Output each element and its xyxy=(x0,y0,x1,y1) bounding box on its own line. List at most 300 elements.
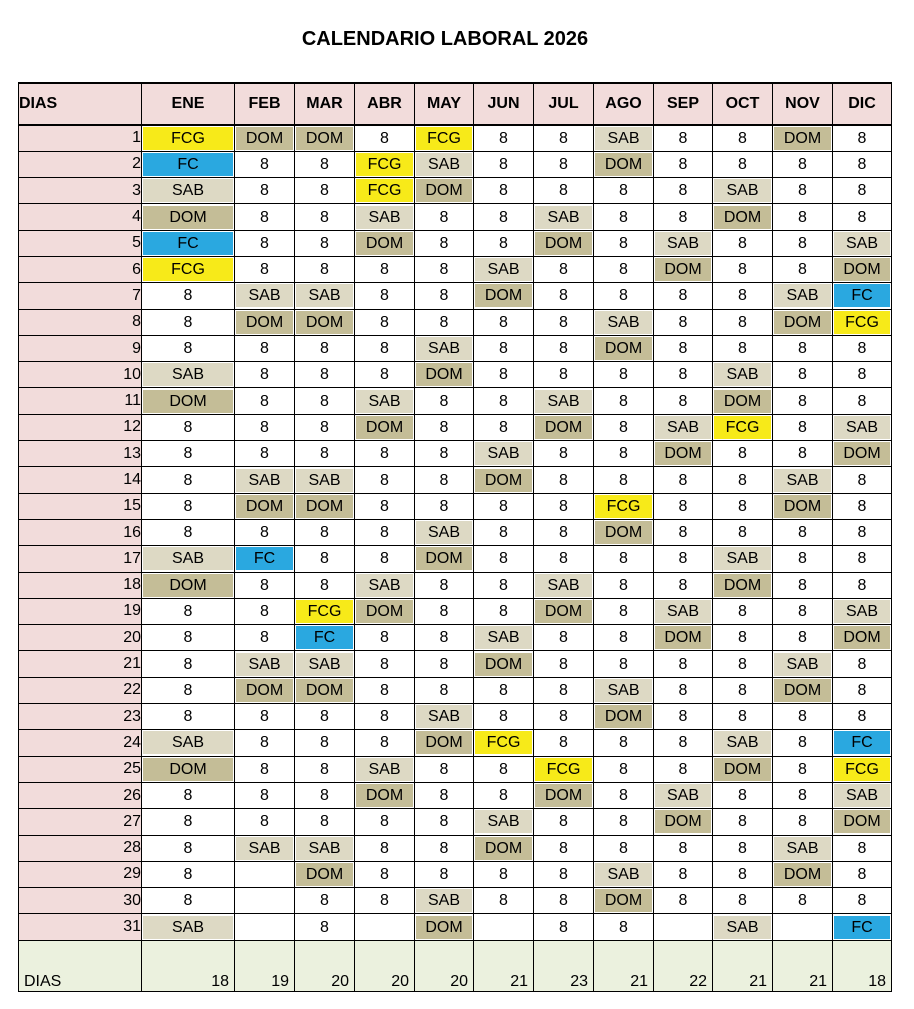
calendar-cell xyxy=(355,677,415,703)
calendar-cell xyxy=(654,388,713,414)
calendar-cell xyxy=(415,572,474,598)
cell-value: 8 xyxy=(678,655,688,673)
table-row xyxy=(19,441,892,467)
table-row xyxy=(19,625,892,651)
calendar-cell xyxy=(713,809,773,835)
table-row xyxy=(19,782,892,808)
calendar-cell xyxy=(654,414,713,440)
day-number: 25 xyxy=(19,756,142,782)
calendar-cell xyxy=(142,256,235,282)
calendar-cell xyxy=(654,598,713,624)
cell-value: 8 xyxy=(619,445,628,463)
day-number: 7 xyxy=(19,283,142,309)
cell-value: 8 xyxy=(260,629,269,647)
calendar-cell xyxy=(773,441,833,467)
calendar-cell xyxy=(355,914,415,940)
table-row xyxy=(19,730,892,756)
calendar-cell xyxy=(415,809,474,835)
calendar-cell xyxy=(474,546,534,572)
cell-value: 8 xyxy=(678,208,688,226)
cell-value: 8 xyxy=(738,261,747,279)
cell-value: 8 xyxy=(619,760,628,778)
calendar-cell xyxy=(654,125,713,151)
calendar-cell xyxy=(474,178,534,204)
cell-value: 8 xyxy=(678,340,688,358)
calendar-cell xyxy=(713,362,773,388)
calendar-cell xyxy=(474,835,534,861)
calendar-cell xyxy=(713,598,773,624)
cell-value: 8 xyxy=(559,550,568,568)
calendar-cell xyxy=(833,283,892,309)
cell-value: 8 xyxy=(738,524,747,542)
calendar-cell xyxy=(534,230,594,256)
cell-value: FC xyxy=(834,284,890,307)
calendar-cell xyxy=(295,309,355,335)
calendar-cell xyxy=(295,756,355,782)
cell-value: 8 xyxy=(738,445,747,463)
calendar-cell xyxy=(355,256,415,282)
cell-value: SAB xyxy=(655,784,711,807)
calendar-cell xyxy=(474,441,534,467)
cell-value: SAB xyxy=(143,363,233,386)
cell-value: 8 xyxy=(798,340,807,358)
cell-value: FCG xyxy=(475,731,532,754)
calendar-cell xyxy=(235,835,295,861)
cell-value: 8 xyxy=(380,813,389,831)
calendar-cell xyxy=(773,309,833,335)
calendar-cell xyxy=(773,335,833,361)
cell-value: 8 xyxy=(559,734,568,752)
cell-value: 8 xyxy=(738,787,747,805)
cell-value: 8 xyxy=(559,524,568,542)
calendar-cell xyxy=(415,362,474,388)
calendar-cell xyxy=(713,414,773,440)
cell-value: 8 xyxy=(260,366,269,384)
calendar-cell xyxy=(295,704,355,730)
month-total: 21 xyxy=(594,940,654,991)
calendar-cell xyxy=(295,256,355,282)
table-row xyxy=(19,414,892,440)
calendar-cell xyxy=(833,782,892,808)
cell-value: 8 xyxy=(857,892,867,910)
cell-value: DOM xyxy=(296,311,353,334)
calendar-cell xyxy=(594,861,654,887)
cell-value: SAB xyxy=(296,284,353,307)
cell-value: 8 xyxy=(439,234,449,252)
calendar-cell xyxy=(594,651,654,677)
cell-value: DOM xyxy=(535,784,592,807)
cell-value: 8 xyxy=(678,865,688,883)
calendar-cell xyxy=(534,704,594,730)
calendar-cell xyxy=(594,704,654,730)
cell-value: DOM xyxy=(774,679,831,702)
cell-value: 8 xyxy=(738,892,747,910)
month-total: 22 xyxy=(654,940,713,991)
cell-value: 8 xyxy=(499,182,508,200)
calendar-cell xyxy=(142,519,235,545)
calendar-cell xyxy=(773,151,833,177)
table-row xyxy=(19,256,892,282)
calendar-cell xyxy=(142,809,235,835)
cell-value: 8 xyxy=(559,340,568,358)
cell-value: DOM xyxy=(416,547,472,570)
cell-value: SAB xyxy=(416,337,472,360)
cell-value: 8 xyxy=(798,182,807,200)
cell-value: SAB xyxy=(236,469,293,492)
calendar-cell xyxy=(355,204,415,230)
cell-value: 8 xyxy=(260,524,269,542)
calendar-cell xyxy=(235,309,295,335)
cell-value: SAB xyxy=(655,600,711,623)
calendar-cell xyxy=(474,151,534,177)
calendar-cell xyxy=(415,835,474,861)
cell-value: 8 xyxy=(857,366,867,384)
calendar-cell xyxy=(235,204,295,230)
day-number: 9 xyxy=(19,335,142,361)
calendar-cell xyxy=(654,677,713,703)
calendar-cell xyxy=(142,546,235,572)
cell-value: DOM xyxy=(236,127,293,150)
table-row xyxy=(19,493,892,519)
calendar-cell xyxy=(833,309,892,335)
calendar-cell xyxy=(833,677,892,703)
cell-value: 8 xyxy=(678,497,688,515)
calendar-cell xyxy=(773,283,833,309)
calendar-cell xyxy=(295,230,355,256)
cell-value: 8 xyxy=(857,340,867,358)
calendar-cell xyxy=(654,493,713,519)
calendar-cell xyxy=(833,809,892,835)
table-footer xyxy=(19,940,892,991)
cell-value: SAB xyxy=(356,574,413,597)
calendar-cell xyxy=(415,704,474,730)
calendar-cell xyxy=(415,914,474,940)
cell-value: DOM xyxy=(475,469,532,492)
cell-value: DOM xyxy=(535,600,592,623)
calendar-cell xyxy=(415,625,474,651)
table-row xyxy=(19,204,892,230)
cell-value: SAB xyxy=(834,416,890,439)
table-row xyxy=(19,151,892,177)
calendar-cell xyxy=(654,178,713,204)
calendar-cell xyxy=(415,441,474,467)
cell-value: FC xyxy=(143,232,233,255)
cell-value: 8 xyxy=(183,629,193,647)
cell-value: DOM xyxy=(296,127,353,150)
calendar-cell xyxy=(474,467,534,493)
cell-value: 8 xyxy=(678,839,688,857)
table-row xyxy=(19,283,892,309)
calendar-cell xyxy=(833,467,892,493)
cell-value: 8 xyxy=(619,918,628,936)
cell-value: 8 xyxy=(738,340,747,358)
cell-value: 8 xyxy=(798,234,807,252)
day-number: 1 xyxy=(19,125,142,151)
cell-value: 8 xyxy=(678,155,688,173)
cell-value: 8 xyxy=(559,655,568,673)
table-row xyxy=(19,178,892,204)
cell-value: 8 xyxy=(678,708,688,726)
month-header: OCT xyxy=(713,83,773,125)
calendar-cell xyxy=(654,888,713,914)
cell-value: DOM xyxy=(475,653,532,676)
calendar-cell xyxy=(142,835,235,861)
calendar-cell xyxy=(415,151,474,177)
cell-value: 8 xyxy=(439,813,449,831)
cell-value: DOM xyxy=(296,863,353,886)
cell-value: DOM xyxy=(655,626,711,649)
calendar-cell xyxy=(654,467,713,493)
cell-value: 8 xyxy=(738,813,747,831)
calendar-cell xyxy=(534,625,594,651)
calendar-cell xyxy=(594,914,654,940)
calendar-cell xyxy=(474,335,534,361)
cell-value: SAB xyxy=(595,679,652,702)
calendar-cell xyxy=(654,625,713,651)
calendar-cell xyxy=(235,125,295,151)
cell-value: 8 xyxy=(439,471,449,489)
calendar-cell xyxy=(235,388,295,414)
cell-value: 8 xyxy=(380,629,389,647)
calendar-cell xyxy=(534,151,594,177)
cell-value: 8 xyxy=(183,865,193,883)
calendar-cell xyxy=(295,362,355,388)
calendar-cell xyxy=(713,178,773,204)
cell-value: 8 xyxy=(738,287,747,305)
cell-value: DOM xyxy=(834,810,890,833)
cell-value: 8 xyxy=(260,708,269,726)
cell-value: 8 xyxy=(798,445,807,463)
cell-value: 8 xyxy=(183,497,193,515)
cell-value: 8 xyxy=(260,234,269,252)
calendar-cell xyxy=(295,467,355,493)
calendar-cell xyxy=(594,677,654,703)
calendar-cell xyxy=(594,835,654,861)
cell-value: 8 xyxy=(499,418,508,436)
calendar-cell xyxy=(295,414,355,440)
calendar-cell xyxy=(235,335,295,361)
cell-value: 8 xyxy=(380,313,389,331)
day-number: 5 xyxy=(19,230,142,256)
calendar-cell xyxy=(594,546,654,572)
calendar-cell xyxy=(474,651,534,677)
cell-value: 8 xyxy=(380,366,389,384)
cell-value: 8 xyxy=(499,708,508,726)
cell-value: 8 xyxy=(260,760,269,778)
cell-value: DOM xyxy=(595,521,652,544)
calendar-cell xyxy=(415,546,474,572)
cell-value: FCG xyxy=(834,311,890,334)
cell-value: 8 xyxy=(798,892,807,910)
cell-value: 8 xyxy=(738,497,747,515)
cell-value: SAB xyxy=(416,521,472,544)
calendar-cell xyxy=(833,572,892,598)
cell-value: 8 xyxy=(798,366,807,384)
cell-value: 8 xyxy=(499,340,508,358)
calendar-cell xyxy=(355,493,415,519)
cell-value: 8 xyxy=(857,471,867,489)
cell-value: 8 xyxy=(499,576,508,594)
calendar-cell xyxy=(235,519,295,545)
calendar-cell xyxy=(594,309,654,335)
calendar-cell xyxy=(235,151,295,177)
cell-value: 8 xyxy=(798,155,807,173)
cell-value: 8 xyxy=(499,234,508,252)
month-header: JUN xyxy=(474,83,534,125)
calendar-cell xyxy=(713,283,773,309)
calendar-cell xyxy=(833,125,892,151)
cell-value: 8 xyxy=(619,182,628,200)
cell-value: SAB xyxy=(535,390,592,413)
cell-value: FCG xyxy=(356,153,413,176)
calendar-cell xyxy=(534,835,594,861)
calendar-cell xyxy=(355,546,415,572)
calendar-cell xyxy=(142,782,235,808)
calendar-cell xyxy=(355,835,415,861)
calendar-cell xyxy=(833,835,892,861)
calendar-cell xyxy=(713,388,773,414)
calendar-cell xyxy=(534,651,594,677)
cell-value: 8 xyxy=(559,366,568,384)
cell-value: 8 xyxy=(559,497,568,515)
cell-value: 8 xyxy=(439,629,449,647)
cell-value: 8 xyxy=(678,366,688,384)
day-number: 18 xyxy=(19,572,142,598)
calendar-cell xyxy=(654,756,713,782)
cell-value xyxy=(356,916,413,939)
day-number: 24 xyxy=(19,730,142,756)
cell-value: 8 xyxy=(678,287,688,305)
calendar-cell xyxy=(415,204,474,230)
cell-value: DOM xyxy=(834,258,890,281)
cell-value: DOM xyxy=(535,232,592,255)
cell-value: SAB xyxy=(236,837,293,860)
calendar-cell xyxy=(415,756,474,782)
calendar-cell xyxy=(654,835,713,861)
cell-value: 8 xyxy=(183,287,193,305)
cell-value: 8 xyxy=(619,734,628,752)
calendar-cell xyxy=(142,756,235,782)
table-row xyxy=(19,546,892,572)
calendar-cell xyxy=(773,467,833,493)
cell-value: SAB xyxy=(236,284,293,307)
cell-value: 8 xyxy=(678,524,688,542)
calendar-cell xyxy=(654,230,713,256)
cell-value: 8 xyxy=(320,234,329,252)
month-header: NOV xyxy=(773,83,833,125)
calendar-cell xyxy=(534,519,594,545)
calendar-cell xyxy=(534,598,594,624)
calendar-cell xyxy=(833,441,892,467)
table-row xyxy=(19,467,892,493)
cell-value: 8 xyxy=(798,629,807,647)
calendar-cell xyxy=(142,441,235,467)
calendar-cell xyxy=(713,546,773,572)
calendar-cell xyxy=(295,809,355,835)
table-row xyxy=(19,362,892,388)
calendar-cell xyxy=(713,861,773,887)
cell-value: DOM xyxy=(356,784,413,807)
calendar-cell xyxy=(355,598,415,624)
cell-value: 8 xyxy=(320,155,329,173)
cell-value: 8 xyxy=(559,287,568,305)
cell-value: 8 xyxy=(738,313,747,331)
calendar-cell xyxy=(773,388,833,414)
cell-value: 8 xyxy=(183,787,193,805)
month-header: AGO xyxy=(594,83,654,125)
cell-value: 8 xyxy=(738,839,747,857)
calendar-cell xyxy=(235,914,295,940)
cell-value: 8 xyxy=(380,524,389,542)
cell-value: SAB xyxy=(774,469,831,492)
header-row xyxy=(19,83,892,125)
calendar-cell xyxy=(594,125,654,151)
cell-value: 8 xyxy=(183,655,193,673)
cell-value: 8 xyxy=(678,734,688,752)
calendar-cell xyxy=(235,730,295,756)
cell-value: 8 xyxy=(857,839,867,857)
calendar-cell xyxy=(713,441,773,467)
calendar-cell xyxy=(295,861,355,887)
cell-value: DOM xyxy=(356,416,413,439)
calendar-cell xyxy=(142,704,235,730)
calendar-cell xyxy=(594,572,654,598)
cell-value: 8 xyxy=(798,418,807,436)
calendar-cell xyxy=(142,730,235,756)
calendar-cell xyxy=(295,204,355,230)
cell-value: 8 xyxy=(439,287,449,305)
calendar-cell xyxy=(534,125,594,151)
calendar-cell xyxy=(474,598,534,624)
cell-value: 8 xyxy=(499,155,508,173)
cell-value: FCG xyxy=(535,758,592,781)
cell-value: SAB xyxy=(535,206,592,229)
cell-value: 8 xyxy=(320,892,329,910)
day-number: 14 xyxy=(19,467,142,493)
calendar-cell xyxy=(654,519,713,545)
cell-value: 8 xyxy=(260,261,269,279)
calendar-cell xyxy=(355,125,415,151)
cell-value: 8 xyxy=(499,208,508,226)
calendar-cell xyxy=(474,362,534,388)
cell-value: 8 xyxy=(320,576,329,594)
calendar-cell xyxy=(235,230,295,256)
cell-value: 8 xyxy=(499,681,508,699)
cell-value: SAB xyxy=(714,363,771,386)
calendar-cell xyxy=(773,756,833,782)
calendar-cell xyxy=(295,388,355,414)
table-row xyxy=(19,677,892,703)
cell-value: SAB xyxy=(774,284,831,307)
calendar-cell xyxy=(415,730,474,756)
cell-value: 8 xyxy=(439,418,449,436)
cell-value: 8 xyxy=(857,550,867,568)
calendar-cell xyxy=(713,519,773,545)
cell-value: FC xyxy=(834,731,890,754)
calendar-cell xyxy=(235,625,295,651)
cell-value: 8 xyxy=(320,918,329,936)
calendar-cell xyxy=(295,835,355,861)
calendar-cell xyxy=(295,178,355,204)
calendar-cell xyxy=(355,388,415,414)
calendar-cell xyxy=(594,441,654,467)
cell-value: 8 xyxy=(320,445,329,463)
cell-value: SAB xyxy=(296,837,353,860)
calendar-cell xyxy=(833,651,892,677)
month-total: 19 xyxy=(235,940,295,991)
calendar-cell xyxy=(235,809,295,835)
calendar-cell xyxy=(773,125,833,151)
